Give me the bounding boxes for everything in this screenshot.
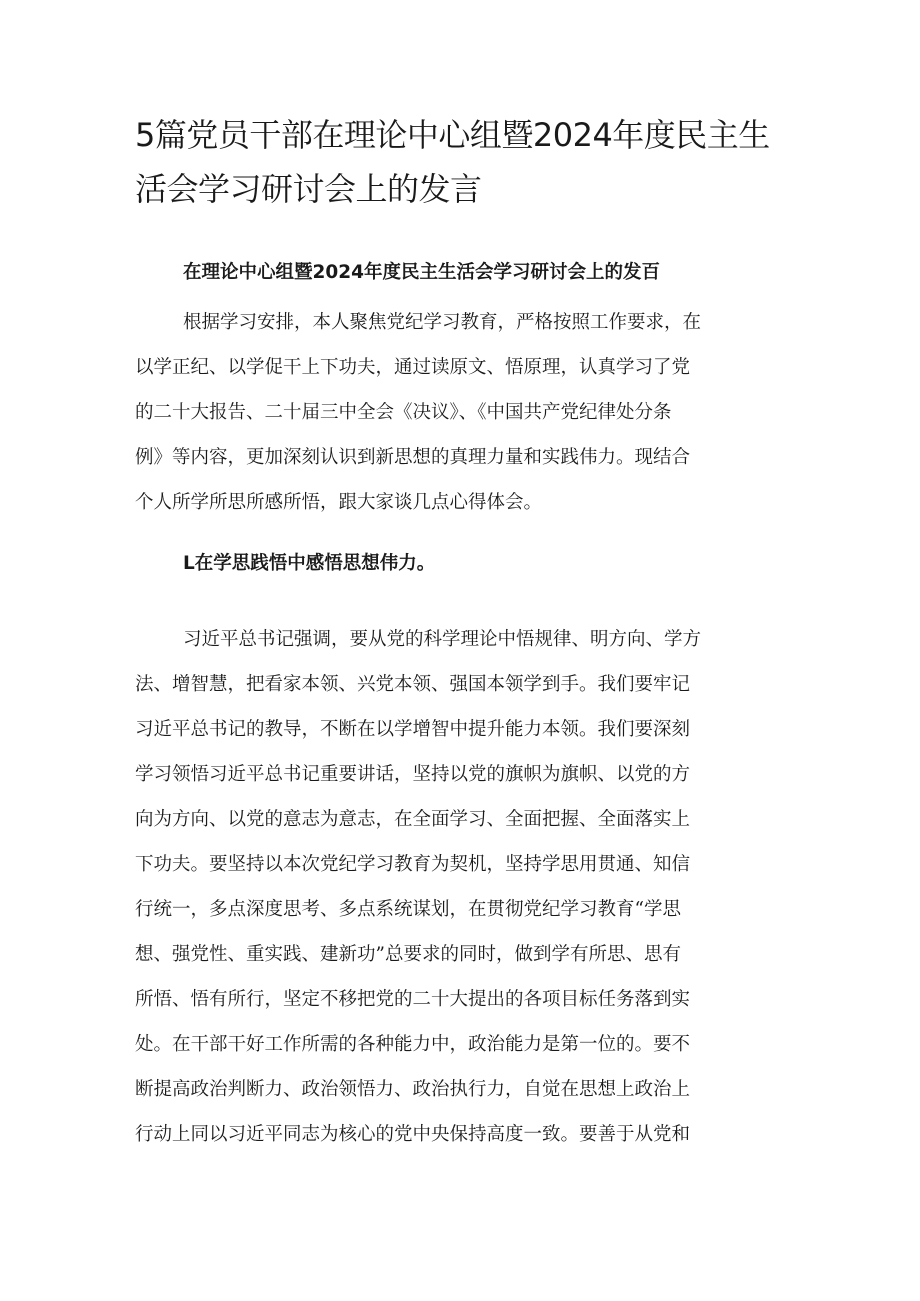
section-heading: L在学思践悟中感悟思想伟力。	[183, 553, 436, 574]
paragraph-line: 习近平总书记强调，要从党的科学理论中悟规律、明方向、学方	[183, 629, 702, 650]
speech-subheading: 在理论中心组暨2024年度民主生活会学习研讨会上的发百	[183, 262, 660, 283]
title-line: 5篇党员干部在理论中心组暨2024年度民主生	[135, 116, 770, 154]
paragraph-line: 处。在干部干好工作所需的各种能力中，政治能力是第一位的。要不	[135, 1034, 691, 1055]
document-title	[135, 108, 805, 216]
paragraph-line: 行动上同以习近平同志为核心的党中央保持高度一致。要善于从党和	[135, 1124, 691, 1145]
paragraph-line: 根据学习安排，本人聚焦党纪学习教育，严格按照工作要求，在	[183, 312, 702, 333]
paragraph-line: 想、强党性、重实践、建新功”总要求的同时，做到学有所思、思有	[135, 944, 681, 965]
paragraph-line: 法、增智慧，把看家本领、兴党本领、强国本领学到手。我们要牢记	[135, 674, 691, 695]
body-paragraph	[135, 617, 795, 1157]
paragraph-line: 向为方向、以党的意志为意志，在全面学习、全面把握、全面落实上	[135, 809, 691, 830]
paragraph-line: 下功夫。要坚持以本次党纪学习教育为契机，坚持学思用贯通、知信	[135, 854, 691, 875]
paragraph-line: 的二十大报告、二十届三中全会《决议》、《中国共产党纪律处分条	[135, 402, 672, 423]
paragraph-line: 个人所学所思所感所悟，跟大家谈几点心得体会。	[135, 492, 543, 513]
paragraph-line: 所悟、悟有所行，坚定不移把党的二十大提出的各项目标任务落到实	[135, 989, 691, 1010]
paragraph-line: 行统一，多点深度思考、多点系统谋划，在贯彻党纪学习教育“学思	[135, 899, 681, 920]
paragraph-line: 例》等内容，更加深刻认识到新思想的真理力量和实践伟力。现结合	[135, 447, 691, 468]
paragraph-line: 以学正纪、以学促干上下功夫，通过读原文、悟原理，认真学习了党	[135, 357, 691, 378]
title-line: 活会学习研讨会上的发言	[135, 170, 482, 208]
paragraph-line: 学习领悟习近平总书记重要讲话，坚持以党的旗帜为旗帜、以党的方	[135, 764, 691, 785]
intro-paragraph	[135, 300, 795, 525]
paragraph-line: 习近平总书记的教导，不断在以学增智中提升能力本领。我们要深刻	[135, 719, 691, 740]
paragraph-line: 断提高政治判断力、政治领悟力、政治执行力，自觉在思想上政治上	[135, 1079, 691, 1100]
